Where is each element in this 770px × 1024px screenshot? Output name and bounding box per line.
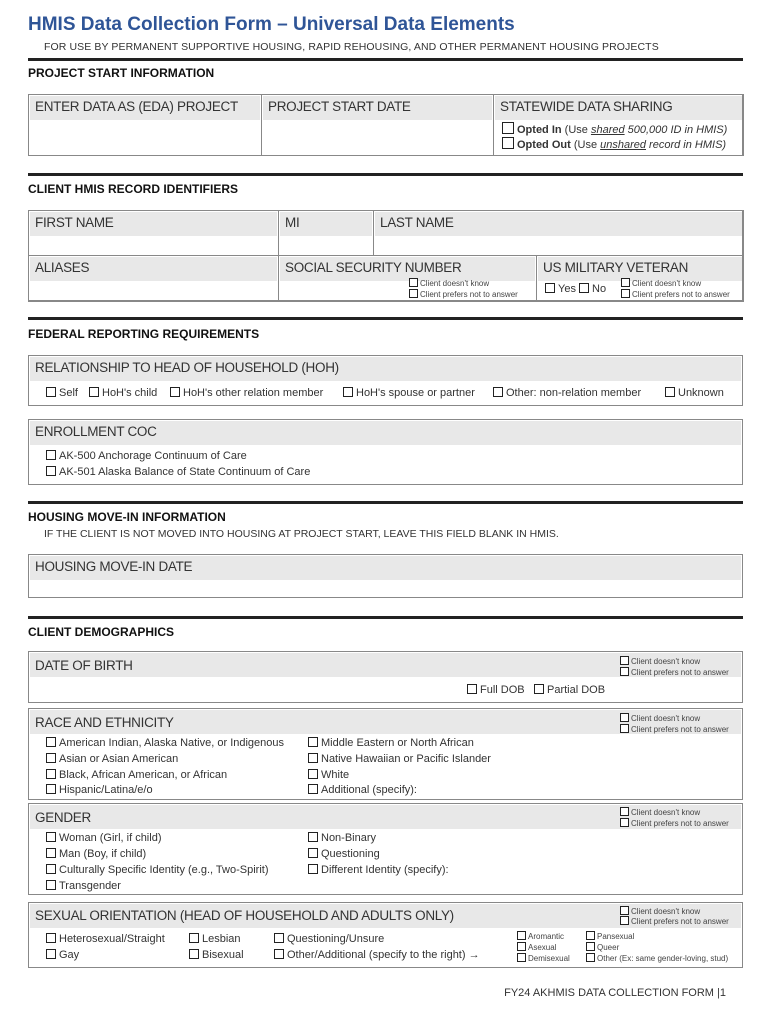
full-dob-option[interactable]: Full DOB (467, 684, 525, 696)
eda-project-label: ENTER DATA AS (EDA) PROJECT (35, 99, 238, 114)
demographics-heading: CLIENT DEMOGRAPHICS (28, 625, 175, 639)
so-option[interactable]: Questioning/Unsure (274, 933, 384, 945)
move-in-date-field[interactable] (28, 554, 743, 598)
opted-in-option[interactable]: Opted In (Use shared 500,000 ID in HMIS) (502, 122, 727, 136)
race-dk-option[interactable]: Client doesn't know (620, 713, 700, 723)
project-start-date-field[interactable] (261, 94, 494, 156)
veteran-no-option[interactable]: No (579, 283, 606, 295)
so-option[interactable]: Gay (46, 949, 79, 961)
form-title: HMIS Data Collection Form – Universal Data Elements (28, 14, 515, 35)
so-option[interactable]: Queer (586, 942, 619, 952)
race-option[interactable]: White (308, 769, 349, 781)
veteran-dk-option[interactable]: Client doesn't know (621, 278, 701, 288)
enrollment-coc-field (28, 419, 743, 485)
ssn-refused-option[interactable]: Client prefers not to answer (409, 289, 518, 299)
gender-refused-option[interactable]: Client prefers not to answer (620, 818, 729, 828)
dob-refused-option[interactable]: Client prefers not to answer (620, 667, 729, 677)
relationship-child-option[interactable]: HoH's child (89, 387, 157, 399)
gender-label: GENDER (35, 810, 91, 825)
so-other-option[interactable]: Other/Additional (specify to the right) → (274, 949, 480, 961)
aliases-label: ALIASES (35, 260, 90, 275)
gender-option[interactable]: Non-Binary (308, 832, 376, 844)
page-footer: FY24 AKHMIS DATA COLLECTION FORM |1 (504, 987, 726, 999)
partial-dob-option[interactable]: Partial DOB (534, 684, 605, 696)
client-ids-heading: CLIENT HMIS RECORD IDENTIFIERS (28, 182, 239, 196)
race-option[interactable]: Native Hawaiian or Pacific Islander (308, 753, 491, 765)
move-in-date-label: HOUSING MOVE-IN DATE (35, 559, 193, 574)
mi-field[interactable] (278, 210, 374, 256)
gender-option[interactable]: Culturally Specific Identity (e.g., Two-Spirit) (46, 864, 268, 876)
relationship-label: RELATIONSHIP TO HEAD OF HOUSEHOLD (HOH) (35, 360, 339, 375)
so-option[interactable]: Asexual (517, 942, 556, 952)
dob-field[interactable] (28, 651, 743, 703)
so-dk-option[interactable]: Client doesn't know (620, 906, 700, 916)
section-rule (28, 317, 743, 320)
race-option[interactable]: Hispanic/Latina/e/o (46, 784, 153, 796)
move-in-heading: HOUSING MOVE-IN INFORMATION (28, 510, 226, 524)
opted-out-option[interactable]: Opted Out (Use unshared record in HMIS) (502, 137, 726, 151)
sexual-orientation-label: SEXUAL ORIENTATION (HEAD OF HOUSEHOLD AND ADULTS ONLY) (35, 908, 454, 923)
move-in-note: IF THE CLIENT IS NOT MOVED INTO HOUSING AT PROJECT START, LEAVE THIS FIELD BLANK IN HMIS. (44, 528, 559, 540)
ssn-label: SOCIAL SECURITY NUMBER (285, 260, 462, 275)
relationship-unknown-option[interactable]: Unknown (665, 387, 724, 399)
project-start-heading: PROJECT START INFORMATION (28, 66, 215, 80)
section-rule (28, 173, 743, 176)
race-refused-option[interactable]: Client prefers not to answer (620, 724, 729, 734)
veteran-refused-option[interactable]: Client prefers not to answer (621, 289, 730, 299)
aliases-field[interactable] (28, 255, 279, 302)
data-sharing-label: STATEWIDE DATA SHARING (500, 99, 673, 114)
eda-project-field[interactable] (28, 94, 262, 156)
so-option[interactable]: Pansexual (586, 931, 634, 941)
race-ethnicity-label: RACE AND ETHNICITY (35, 715, 174, 730)
so-option[interactable]: Demisexual (517, 953, 570, 963)
race-option[interactable]: American Indian, Alaska Native, or Indigenous (46, 737, 284, 749)
checkbox-icon[interactable] (502, 137, 514, 149)
relationship-self-option[interactable]: Self (46, 387, 78, 399)
gender-option[interactable]: Woman (Girl, if child) (46, 832, 161, 844)
race-ethnicity-field (28, 708, 743, 800)
so-option[interactable]: Aromantic (517, 931, 564, 941)
race-additional-option[interactable]: Additional (specify): (308, 784, 417, 796)
veteran-yes-option[interactable]: Yes (545, 283, 576, 295)
gender-option[interactable]: Questioning (308, 848, 380, 860)
veteran-label: US MILITARY VETERAN (543, 260, 689, 275)
mi-label: MI (285, 215, 300, 230)
relationship-non-relation-option[interactable]: Other: non-relation member (493, 387, 641, 399)
coc-ak501-option[interactable]: AK-501 Alaska Balance of State Continuum of Care (46, 466, 310, 478)
race-option[interactable]: Middle Eastern or North African (308, 737, 474, 749)
section-rule (28, 58, 743, 61)
dob-dk-option[interactable]: Client doesn't know (620, 656, 700, 666)
section-rule (28, 501, 743, 504)
so-option[interactable]: Lesbian (189, 933, 241, 945)
client-ids-table (28, 210, 743, 301)
veteran-field (536, 255, 744, 302)
ssn-field[interactable] (278, 255, 537, 302)
gender-field (28, 803, 743, 895)
section-rule (28, 616, 743, 619)
race-option[interactable]: Black, African American, or African (46, 769, 227, 781)
gender-dk-option[interactable]: Client doesn't know (620, 807, 700, 817)
sexual-orientation-field (28, 902, 743, 968)
race-option[interactable]: Asian or Asian American (46, 753, 178, 765)
first-name-label: FIRST NAME (35, 215, 114, 230)
so-option[interactable]: Other (Ex: same gender-loving, stud) (586, 953, 728, 963)
federal-heading: FEDERAL REPORTING REQUIREMENTS (28, 327, 260, 341)
form-subtitle: FOR USE BY PERMANENT SUPPORTIVE HOUSING, RAPID REHOUSING, AND OTHER PERMANENT HOUSING PROJECTS (44, 41, 659, 53)
ssn-dk-option[interactable]: Client doesn't know (409, 278, 489, 288)
gender-option[interactable]: Transgender (46, 880, 121, 892)
last-name-label: LAST NAME (380, 215, 454, 230)
checkbox-icon[interactable] (502, 122, 514, 134)
first-name-field[interactable] (28, 210, 279, 256)
gender-different-option[interactable]: Different Identity (specify): (308, 864, 449, 876)
project-start-date-label: PROJECT START DATE (268, 99, 411, 114)
relationship-other-relation-option[interactable]: HoH's other relation member (170, 387, 323, 399)
project-start-table (28, 94, 743, 156)
last-name-field[interactable] (373, 210, 744, 256)
relationship-spouse-option[interactable]: HoH's spouse or partner (343, 387, 475, 399)
enrollment-coc-label: ENROLLMENT COC (35, 424, 157, 439)
coc-ak500-option[interactable]: AK-500 Anchorage Continuum of Care (46, 450, 247, 462)
so-refused-option[interactable]: Client prefers not to answer (620, 916, 729, 926)
so-option[interactable]: Bisexual (189, 949, 244, 961)
relationship-field (28, 355, 743, 406)
so-option[interactable]: Heterosexual/Straight (46, 933, 165, 945)
data-sharing-field (493, 94, 744, 156)
dob-label: DATE OF BIRTH (35, 658, 133, 673)
gender-option[interactable]: Man (Boy, if child) (46, 848, 146, 860)
